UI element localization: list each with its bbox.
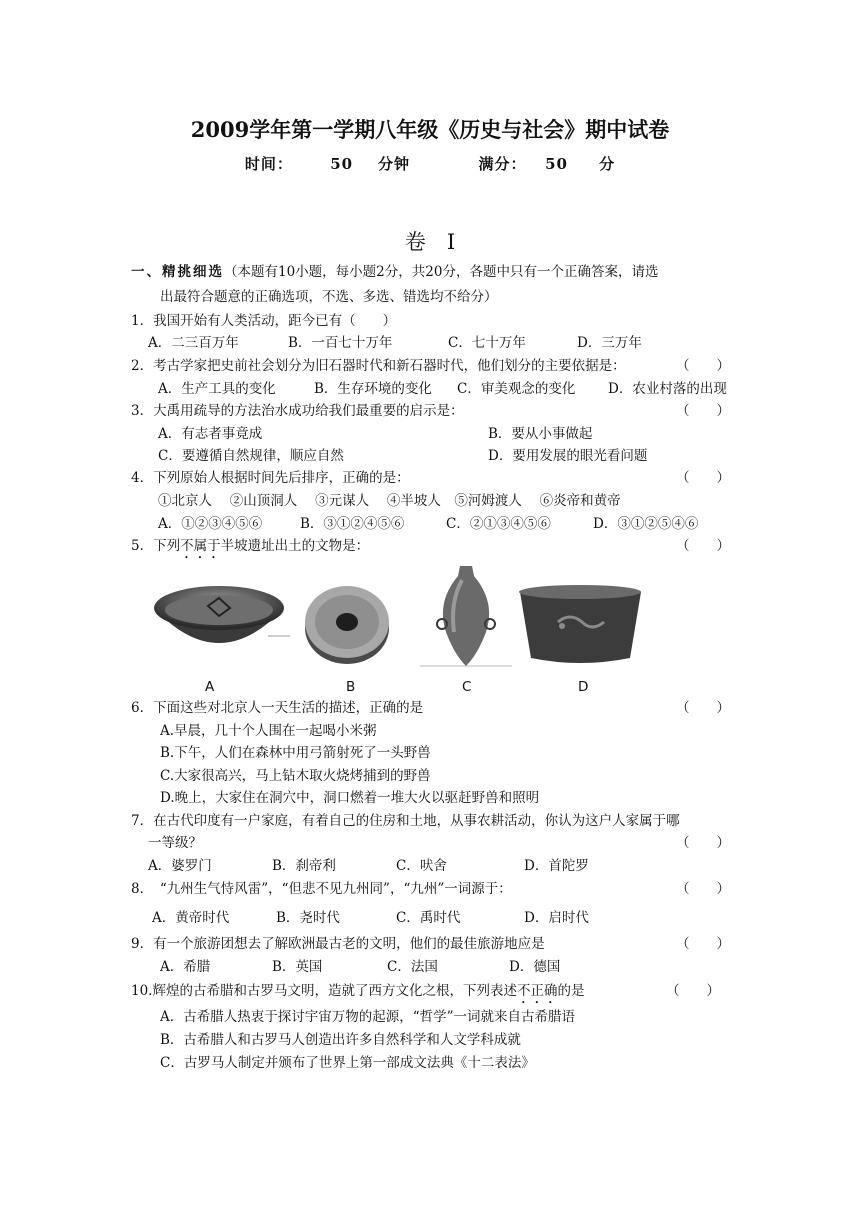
q4-option-a: A．①②③④⑤⑥ (158, 516, 263, 532)
q2-option-a: A．生产工具的变化 (158, 381, 276, 397)
q10-stem-emphasis: 不正确 (516, 983, 558, 999)
q7-option-a: A．婆罗门 (148, 858, 212, 874)
artifact-a-bowl-image (148, 578, 290, 670)
q10-stem-post: 的是 (557, 983, 585, 999)
q9-option-c: C．法国 (387, 959, 438, 975)
section-instructions-1: （本题有10小题，每小题2分，共20分，各题中只有一个正确答案，请选 (224, 264, 659, 280)
q1-option-a: A．二三百万年 (148, 335, 239, 351)
exam-subtitle (0, 153, 860, 174)
section-title: 一、精挑细选 (131, 264, 224, 280)
q7-answer-paren: （ ） (676, 835, 730, 851)
q7-option-b: B．刹帝利 (272, 858, 336, 874)
q9-option-b: B．英国 (272, 959, 323, 975)
q9-answer-paren: （ ） (676, 936, 730, 952)
q3-stem: 3．大禹用疏导的方法治水成功给我们最重要的启示是： (131, 403, 464, 419)
q3-option-c: C．要遵循自然规律，顺应自然 (158, 448, 344, 464)
q8-option-a: A．黄帝时代 (152, 910, 230, 926)
artifact-b-stone-disc-image (302, 578, 392, 670)
q10-option-a: A．古希腊人热衷于探讨宇宙万物的起源，“哲学”一词就来自古希腊语 (160, 1009, 576, 1025)
q7-option-d: D．首陀罗 (524, 858, 589, 874)
time-unit: 分钟 (377, 155, 410, 173)
artifact-b-label: B (346, 679, 356, 695)
artifact-a-label: A (205, 679, 215, 695)
q6-answer-paren: （ ） (676, 700, 730, 716)
q10-stem-pre: 10.辉煌的古希腊和古罗马文明，造就了西方文化之根，下列表述 (131, 983, 517, 999)
q5-answer-paren: （ ） (676, 538, 730, 554)
q4-option-d: D．③①②⑤④⑥ (593, 516, 699, 532)
q7-stem-line-1: 7．在古代印度有一户家庭，有着自己的住房和土地，从事农耕活动，你认为这户人家属于哪 (131, 813, 680, 829)
q4-option-c: C．②①③④⑤⑥ (446, 516, 551, 532)
q10-option-c: C．古罗马人制定并颁布了世界上第一部成文法典《十二表法》 (160, 1055, 535, 1071)
q10-option-b: B．古希腊人和古罗马人创造出许多自然科学和人文学科成就 (160, 1032, 521, 1048)
artifact-d-label: D (578, 679, 589, 695)
q6-option-d: D.晚上，大家住在洞穴中，洞口燃着一堆大火以驱赶野兽和照明 (160, 790, 540, 806)
q6-stem: 6．下面这些对北京人一天生活的描述，正确的是 (131, 700, 424, 716)
exam-title: 2009学年第一学期八年级《历史与社会》期中试卷 (190, 117, 670, 142)
q1-stem: 1．我国开始有人类活动，距今已有（ ） (131, 313, 397, 329)
q8-option-b: B．尧时代 (276, 910, 340, 926)
q2-option-d: D．农业村落的出现 (608, 381, 727, 397)
q1-option-c: C．七十万年 (448, 335, 526, 351)
q5-stem-emphasis: 不属于 (180, 538, 221, 554)
q10-answer-paren: （ ） (666, 983, 720, 999)
q5-stem-post: 半坡遗址出土的文物是： (220, 538, 370, 554)
score-unit: 分 (599, 155, 616, 173)
q4-option-b: B．③①②④⑤⑥ (300, 516, 405, 532)
q9-option-d: D．德国 (509, 959, 561, 975)
artifact-c-label: C (462, 679, 472, 695)
q3-option-d: D．要用发展的眼光看问题 (488, 448, 648, 464)
q5-stem (131, 537, 369, 562)
q7-stem-line-2: 一等级？ (148, 835, 202, 851)
q1-option-b: B．一百七十万年 (288, 335, 393, 351)
score-value: 50 (545, 155, 568, 173)
q6-option-b: B.下午，人们在森林中用弓箭射死了一头野兽 (160, 745, 431, 761)
q4-items: ①北京人 ②山顶洞人 ③元谋人 ④半坡人 ⑤河姆渡人 ⑥炎帝和黄帝 (158, 493, 621, 509)
q7-option-c: C．吠舍 (396, 858, 447, 874)
q6-option-c: C.大家很高兴，马上钻木取火烧烤捕到的野兽 (160, 768, 431, 784)
volume-heading: 卷 I (404, 230, 456, 254)
q8-option-d: D．启时代 (524, 910, 589, 926)
q1-option-d: D．三万年 (577, 335, 642, 351)
artifact-d-black-pottery-image (518, 582, 643, 668)
q2-answer-paren: （ ） (676, 358, 730, 374)
q2-option-b: B．生存环境的变化 (314, 381, 432, 397)
q2-option-c: C．审美观念的变化 (457, 381, 576, 397)
q9-option-a: A．希腊 (160, 959, 211, 975)
q8-stem: 8． “九州生气恃风雷”，“但悲不见九州同”，“九州”一词源于： (131, 881, 512, 897)
time-value: 50 (330, 155, 354, 173)
q8-answer-paren: （ ） (676, 881, 730, 897)
time-label: 时间： (244, 155, 293, 173)
section-heading (131, 263, 658, 281)
q5-stem-pre: 5．下列 (131, 538, 181, 554)
q2-stem: 2．考古学家把史前社会划分为旧石器时代和新石器时代，他们划分的主要依据是： (131, 358, 626, 374)
q4-answer-paren: （ ） (676, 470, 730, 486)
q8-option-c: C．禹时代 (396, 910, 461, 926)
q9-stem: 9．有一个旅游团想去了解欧洲最古老的文明，他们的最佳旅游地应是 (131, 936, 545, 952)
q3-option-b: B．要从小事做起 (488, 426, 593, 442)
artifact-c-pointed-bottle-image (420, 562, 512, 670)
section-instructions-2: 出最符合题意的正确选项，不选、多选、错选均不给分） (160, 289, 498, 305)
q3-option-a: A．有志者事竟成 (158, 426, 263, 442)
q3-answer-paren: （ ） (676, 403, 730, 419)
q4-stem: 4．下列原始人根据时间先后排序，正确的是： (131, 470, 410, 486)
score-label: 满分： (478, 155, 527, 173)
q10-stem (131, 982, 584, 1007)
q6-option-a: A.早晨，几十个人围在一起喝小米粥 (160, 723, 377, 739)
